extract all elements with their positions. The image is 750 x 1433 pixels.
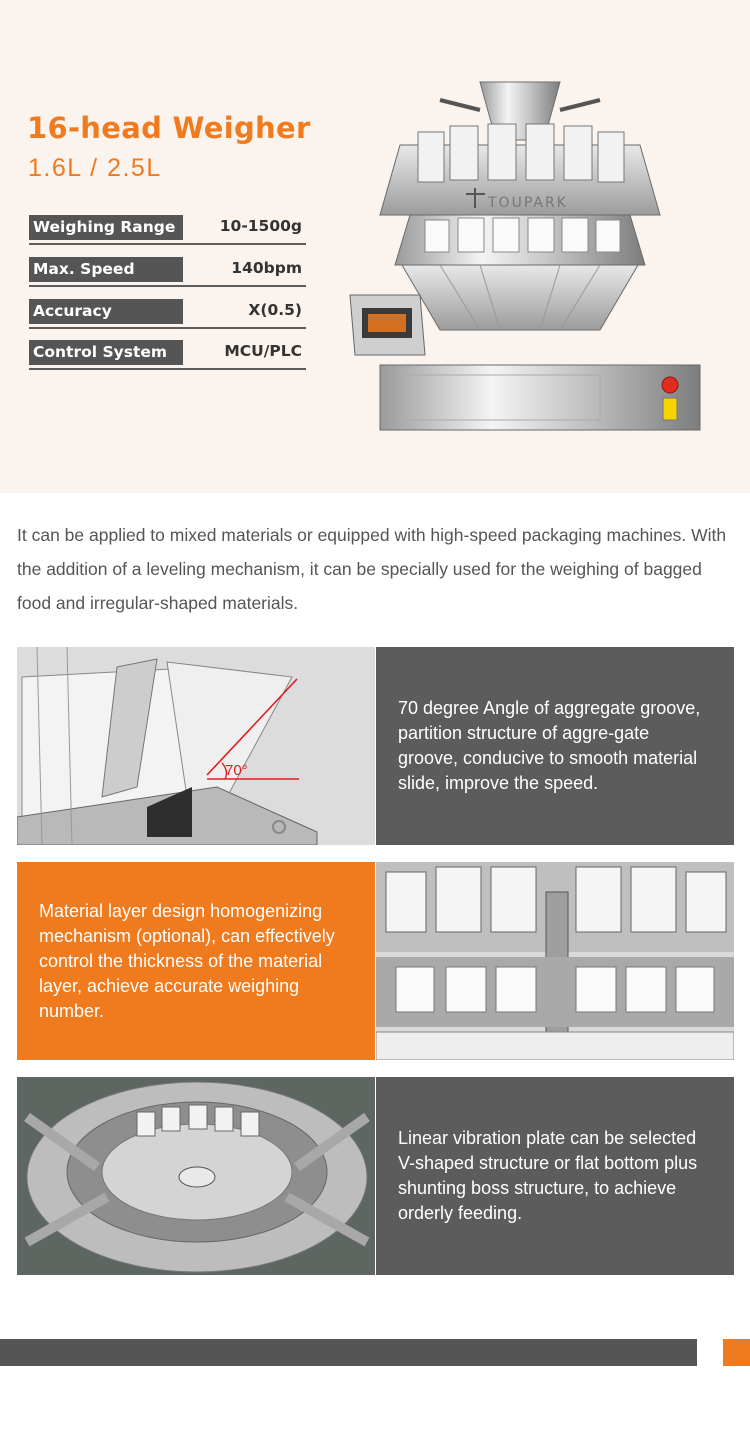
aggregate-groove-image	[17, 647, 375, 845]
product-title: 16-head Weigher	[27, 111, 311, 145]
feature-description: Linear vibration plate can be selected V-shaped structure or flat bottom plus shunting boss structure, to achieve orderly feeding.	[398, 1128, 698, 1223]
spec-label: Control System	[29, 340, 183, 365]
material-layer-image	[376, 862, 734, 1060]
brand-logo-text: TOUPARK	[488, 195, 568, 211]
spec-label: Accuracy	[29, 299, 183, 324]
vibration-plate-image	[17, 1077, 375, 1275]
feature-description: 70 degree Angle of aggregate groove, partition structure of aggre-gate groove, conducive to smooth material slide, improve the speed.	[398, 698, 701, 793]
feature-row-aggregate-groove	[17, 647, 734, 845]
feature-text-aggregate-groove	[376, 647, 734, 845]
spec-label: Weighing Range	[29, 215, 183, 240]
feature-text-vibration-plate	[376, 1077, 734, 1275]
spec-row-control-system	[29, 340, 306, 370]
feature-description: Material layer design homogenizing mechanism (optional), can effectively control the thickness of the material layer, achieve accurate weighing number.	[39, 900, 335, 1021]
spec-value: MCU/PLC	[224, 342, 302, 360]
footer-bar	[0, 1339, 697, 1366]
spec-label: Max. Speed	[29, 257, 183, 282]
angle-label: 70°	[225, 762, 248, 779]
spec-row-weighing-range	[29, 215, 306, 245]
spec-value: 140bpm	[231, 259, 302, 277]
feature-text-material-layer	[17, 862, 375, 1060]
multihead-weigher-image	[330, 70, 710, 440]
spec-row-accuracy	[29, 299, 306, 329]
brand-logo	[487, 195, 568, 211]
spec-value: 10-1500g	[219, 217, 302, 235]
feature-row-material-layer	[17, 862, 734, 1060]
hero-section	[0, 0, 750, 493]
spec-row-max-speed	[29, 257, 306, 287]
feature-row-vibration-plate	[17, 1077, 734, 1275]
spec-value: X(0.5)	[248, 301, 302, 319]
footer-accent-square	[723, 1339, 750, 1366]
product-capacity: 1.6L / 2.5L	[28, 154, 162, 182]
intro-paragraph: It can be applied to mixed materials or equipped with high-speed packaging machines. With the addition of a leveling mechanism, it can be specially used for the weighing of bagged food and irregular-shaped materials.	[17, 525, 727, 613]
